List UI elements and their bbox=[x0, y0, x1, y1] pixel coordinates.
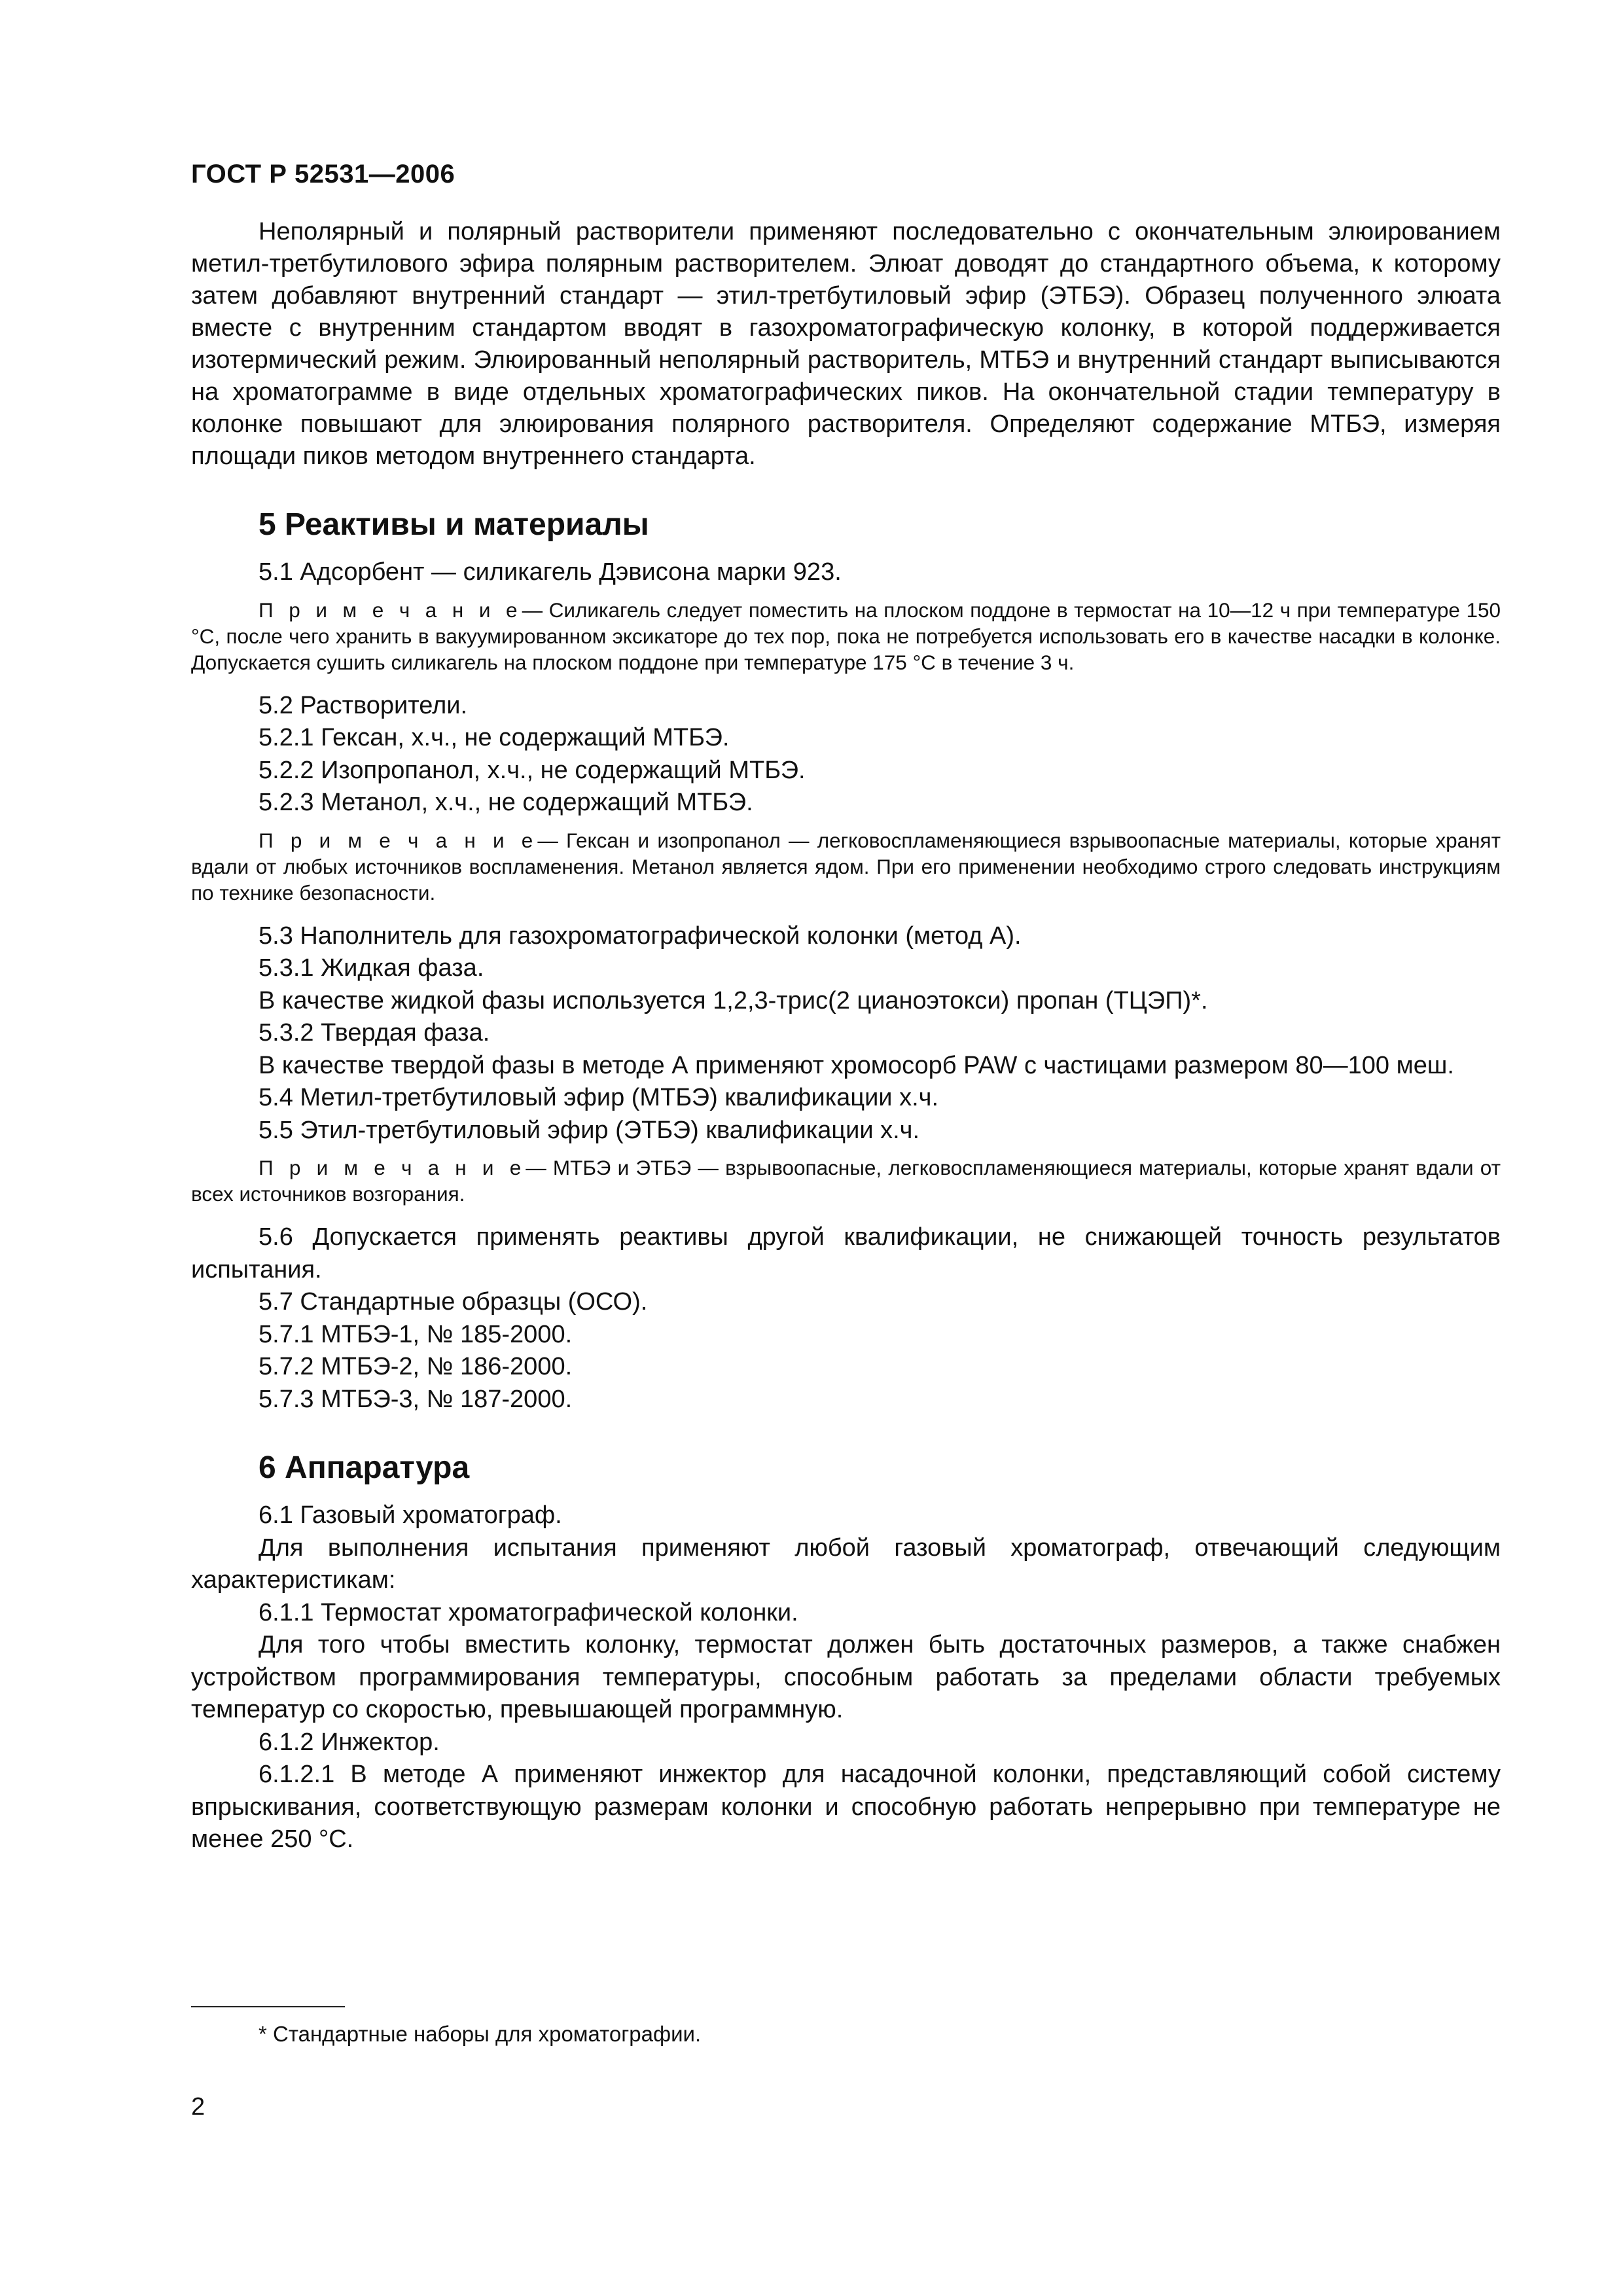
note-label: П р и м е ч а н и е bbox=[259, 1156, 526, 1179]
clause-5-3-1: 5.3.1 Жидкая фаза. bbox=[259, 954, 484, 982]
clause-5-1: 5.1 Адсорбент — силикагель Дэвисона марки 923. bbox=[259, 558, 842, 586]
clause-5-2-3: 5.2.3 Метанол, х.ч., не содержащий МТБЭ. bbox=[259, 789, 753, 816]
page-number: 2 bbox=[191, 2093, 205, 2121]
clause-6-1-1: 6.1.1 Термостат хроматографической колонки. bbox=[259, 1598, 798, 1626]
intro-paragraph: Неполярный и полярный растворители применяют последовательно с окончательным элюированием метил-третбутилового эфира полярным растворителем. Элюат доводят до стандартного объема, к которому затем добавляют внутренний стандарт — этил-третбутиловый эфир (ЭТБЭ). Образец полученного элюата вместе с внутренним стандартом вводят в газохроматографическую колонку, в которой поддерживается изотермический режим. Элюированный неполярный растворитель, МТБЭ и внутренний стандарт выписываются на хроматограмме в виде отдельных хроматографических пиков. На окончательной стадии температуру в колонке повышают для элюирования полярного растворителя. Определяют содержание МТБЭ, измеряя площади пиков методом внутреннего стандарта. bbox=[191, 218, 1501, 470]
note-3-text: — МТБЭ и ЭТБЭ — взрывоопасные, легковоспламеняющиеся материалы, которые хранят вдали от всех источников возгорания. bbox=[191, 1156, 1501, 1206]
clause-5-3: 5.3 Наполнитель для газохроматографической колонки (метод А). bbox=[259, 922, 1022, 950]
section-6-heading: 6 Аппаратура bbox=[259, 1450, 470, 1485]
clause-5-6: 5.6 Допускается применять реактивы другой квалификации, не снижающей точность результатов испытания. bbox=[191, 1223, 1501, 1283]
clause-5-2: 5.2 Растворители. bbox=[259, 691, 468, 719]
note-2 bbox=[191, 827, 1501, 906]
clause-6-1: 6.1 Газовый хроматограф. bbox=[259, 1501, 562, 1529]
clause-5-3-2: 5.3.2 Твердая фаза. bbox=[259, 1019, 490, 1047]
note-3 bbox=[191, 1155, 1501, 1207]
clause-5-4: 5.4 Метил-третбутиловый эфир (МТБЭ) квалификации х.ч. bbox=[259, 1084, 939, 1111]
clause-5-7-1: 5.7.1 МТБЭ-1, № 185-2000. bbox=[259, 1320, 573, 1348]
note-label: П р и м е ч а н и е bbox=[259, 598, 522, 622]
note-1-text: — Силикагель следует поместить на плоском поддоне в термостат на 10—12 ч при температуре 150 °С, после чего хранить в вакуумированном эксикаторе до тех пор, пока не потребуется использовать его в качестве насадки в колонке. Допускается сушить силикагель на плоском поддоне при температуре 175 °С в течение 3 ч. bbox=[191, 598, 1501, 674]
note-2-text: — Гексан и изопропанол — легковоспламеняющиеся взрывоопасные материалы, которые хранят вдали от любых источников воспламенения. Метанол является ядом. При его применении необходимо строго следовать инструкциям по технике безопасности. bbox=[191, 828, 1501, 905]
document-header: ГОСТ Р 52531—2006 bbox=[191, 160, 455, 188]
clause-5-5: 5.5 Этил-третбутиловый эфир (ЭТБЭ) квалификации х.ч. bbox=[259, 1116, 920, 1144]
clause-5-7-3: 5.7.3 МТБЭ-3, № 187-2000. bbox=[259, 1385, 573, 1413]
clause-5-2-1: 5.2.1 Гексан, х.ч., не содержащий МТБЭ. bbox=[259, 724, 730, 751]
clause-6-1-text: Для выполнения испытания применяют любой газовый хроматограф, отвечающий следующим характеристикам: bbox=[191, 1534, 1501, 1594]
clause-5-3-2-text: В качестве твердой фазы в методе А применяют хромосорб PAW с частицами размером 80—100 меш. bbox=[259, 1051, 1454, 1079]
clause-6-1-1-text: Для того чтобы вместить колонку, термостат должен быть достаточных размеров, а также снабжен устройством программирования температуры, способным работать за пределами области требуемых температур со скоростью, превышающей программную. bbox=[191, 1631, 1501, 1723]
clause-5-3-1-text: В качестве жидкой фазы используется 1,2,3-трис(2 цианоэтокси) пропан (ТЦЭП)*. bbox=[259, 986, 1208, 1014]
footnote: * Стандартные наборы для хроматографии. bbox=[259, 2022, 702, 2046]
clause-6-1-2-1: 6.1.2.1 В методе А применяют инжектор для насадочной колонки, представляющий собой систему впрыскивания, соответствующую размерам колонки и способную работать непрерывно при температуре не менее 250 °С. bbox=[191, 1761, 1501, 1853]
clause-5-2-2: 5.2.2 Изопропанол, х.ч., не содержащий МТБЭ. bbox=[259, 756, 806, 784]
clause-5-7-2: 5.7.2 МТБЭ-2, № 186-2000. bbox=[259, 1353, 573, 1380]
footnote-divider bbox=[191, 2006, 345, 2007]
clause-6-1-2: 6.1.2 Инжектор. bbox=[259, 1728, 440, 1756]
note-1 bbox=[191, 597, 1501, 675]
clause-5-7: 5.7 Стандартные образцы (ОСО). bbox=[259, 1288, 648, 1316]
main-text bbox=[191, 216, 1501, 1856]
note-label: П р и м е ч а н и е bbox=[259, 828, 538, 852]
section-5-heading: 5 Реактивы и материалы bbox=[259, 507, 649, 542]
intro-section bbox=[191, 216, 1501, 473]
